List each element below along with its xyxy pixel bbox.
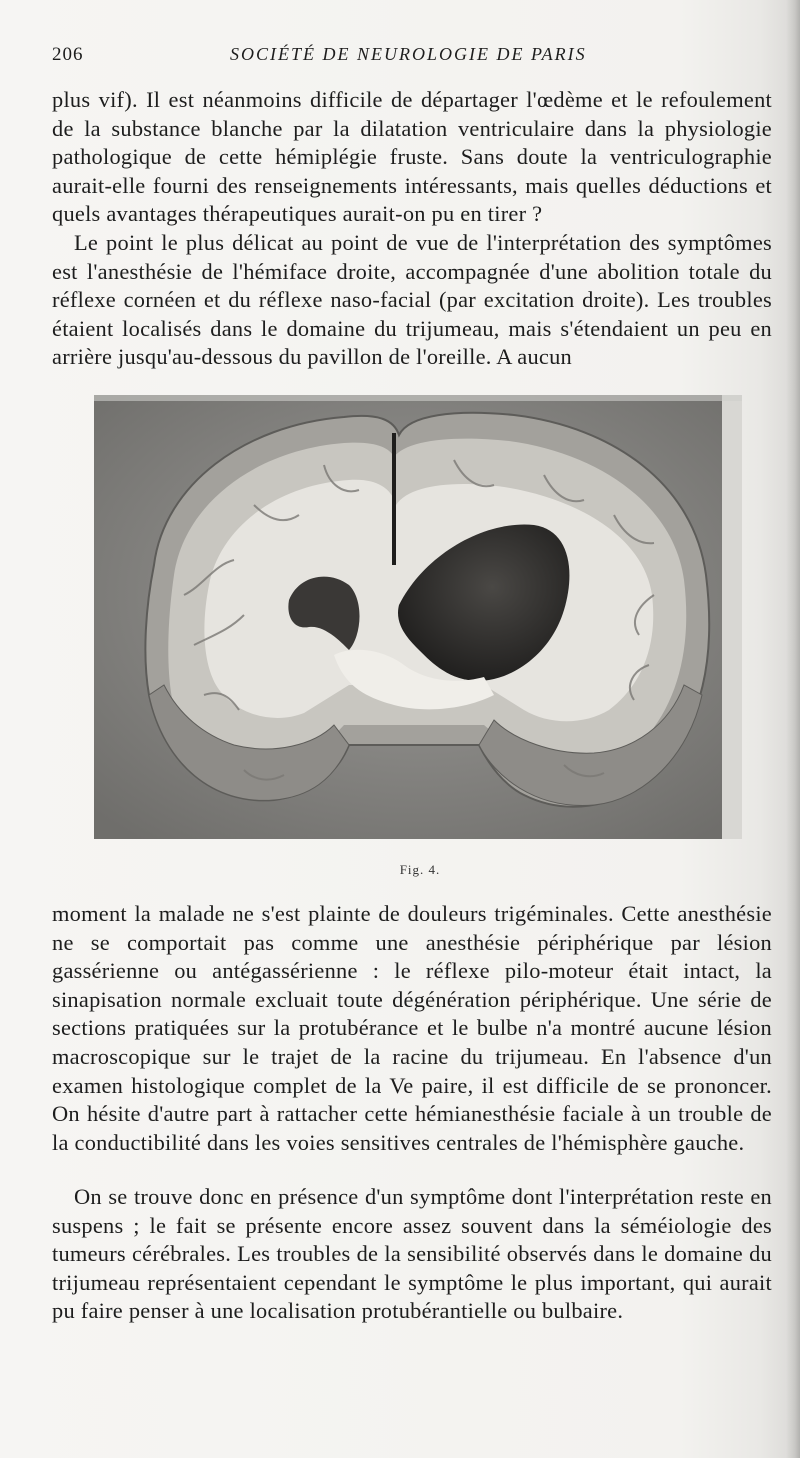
running-head <box>52 44 760 74</box>
journal-title: SOCIÉTÉ DE NEUROLOGIE DE PARIS <box>230 44 587 64</box>
figure-caption: Fig. 4. <box>399 862 441 877</box>
page-binding-shadow <box>786 0 800 1458</box>
paragraph-1: plus vif). Il est néanmoins difficile de départager l'œdème et le refoulement de la substance blanche par la dilatation ventriculaire dans la physiologie pathologique de cette hémiplégie fruste. Sans doute la ventriculographie aurait-elle fourni des renseignements intéressants, mais quelles déductions et quels avantages thérapeutiques aurait-on pu en tirer ? <box>52 87 772 227</box>
brain-section-image <box>94 395 742 839</box>
paragraph-2: Le point le plus délicat au point de vue de l'interprétation des symptômes est l'anesthésie de l'hémiface droite, accompagnée d'une abolition totale du réflexe cornéen et du réflexe naso-facial (par excitation droite). Les troubles étaient localisés dans le domaine du trijumeau, mais s'étendaient un peu en arrière jusqu'au-dessous du pavillon de l'oreille. A aucun <box>52 230 772 370</box>
paragraph-4: On se trouve donc en présence d'un symptôme dont l'interprétation reste en suspens ; le fait se présente encore assez souvent dans la séméiologie des tumeurs cérébrales. Les troubles de la sensibilité observés dans le domaine du trijumeau représentaient cependant le symptôme le plus important, qui aurait pu faire penser à une localisation protubérantielle ou bulbaire. <box>52 1184 772 1324</box>
paragraph-3: moment la malade ne s'est plainte de douleurs trigéminales. Cette anesthésie ne se comportait pas comme une anesthésie périphérique par lésion gassérienne ou antégassérienne : le réflexe pilo-moteur était intact, la sinapisation normale excluait toute dégénération périphérique. Une série de sections pratiquées sur la protubérance et le bulbe n'a montré aucune lésion macroscopique sur le trajet de la racine du trijumeau. En l'absence d'un examen histologique complet de la Ve paire, il est difficile de se prononcer. On hésite d'autre part à rattacher cette hémianesthésie faciale à un trouble de la conductibilité dans les voies sensitives centrales de l'hémisphère gauche. <box>52 901 772 1155</box>
brain-section-figure <box>94 395 742 839</box>
page-number: 206 <box>52 44 84 65</box>
